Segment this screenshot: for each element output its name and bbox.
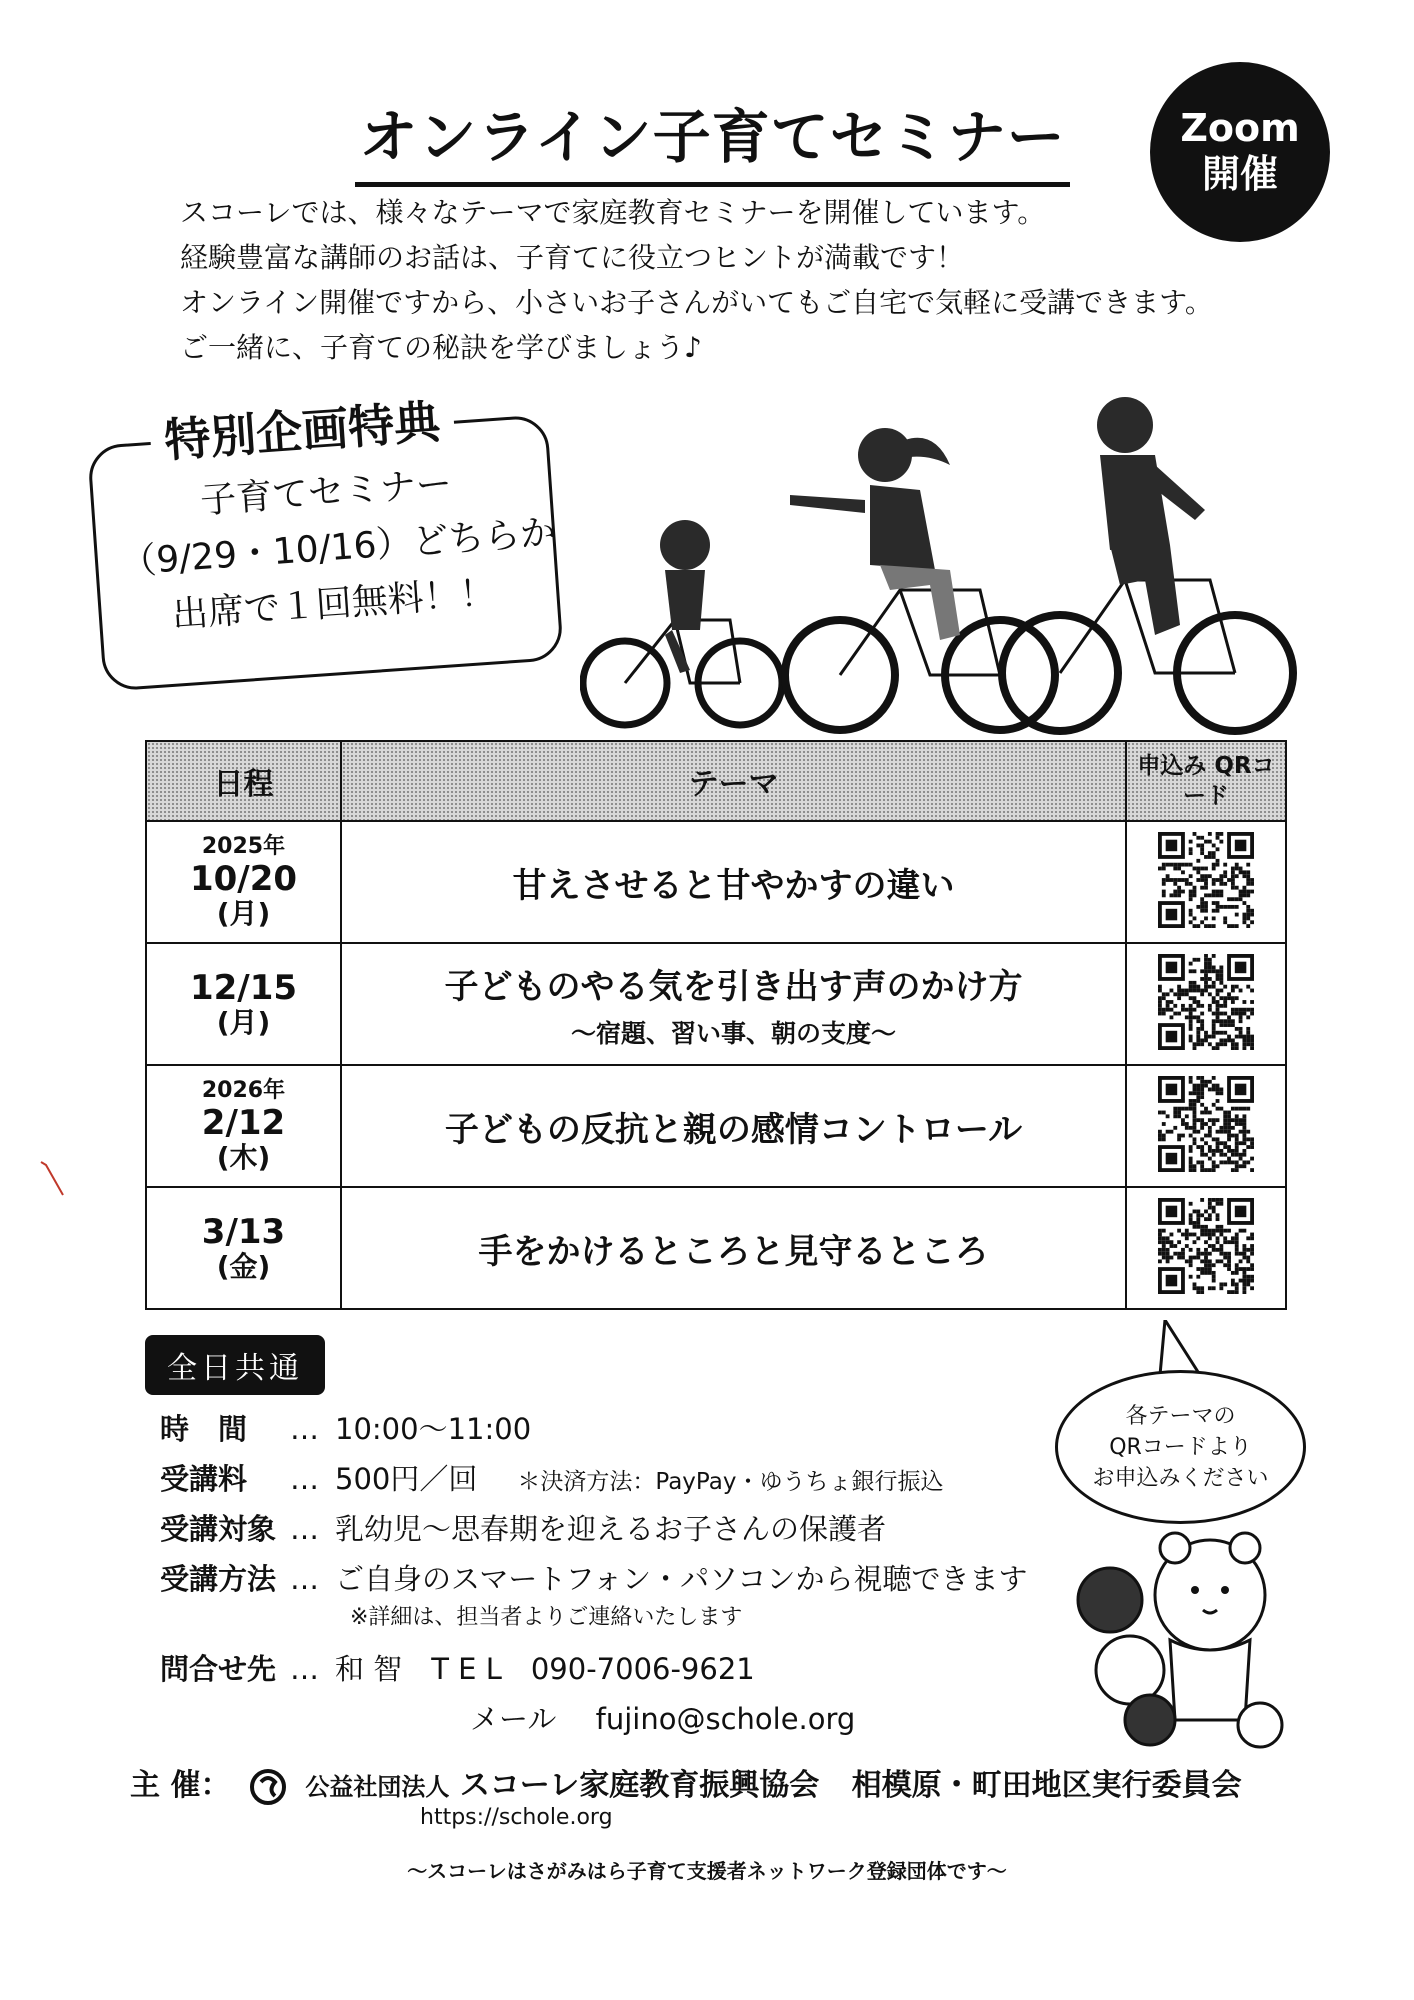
common-info-label: 全日共通 <box>145 1335 325 1395</box>
zoom-badge-line2: 開催 <box>1201 152 1278 196</box>
qr-code-icon[interactable] <box>1158 1076 1254 1172</box>
date-cell <box>146 1187 341 1309</box>
date-cell <box>146 943 341 1065</box>
schedule-table <box>145 740 1287 1310</box>
info-row-target <box>160 1507 886 1548</box>
method-note: ※詳細は、担当者よりご連絡いたします <box>350 1605 743 1630</box>
info-dots: … <box>290 1652 319 1686</box>
mail-link[interactable]: fujino@schole.org <box>595 1702 856 1736</box>
qr-cell <box>1126 1187 1286 1309</box>
theme-title: 子どものやる気を引き出す声のかけ方 <box>444 966 1023 1007</box>
theme-cell <box>341 1065 1126 1187</box>
bear-with-apples-illustration <box>1075 1520 1305 1750</box>
info-dots: … <box>290 1412 319 1446</box>
qr-instruction-bubble <box>1055 1370 1306 1524</box>
page-title: オンライン子育てセミナー <box>355 90 1070 187</box>
date-md: 12/15 <box>189 968 298 1008</box>
info-row-contact <box>160 1647 755 1688</box>
qr-cell <box>1126 821 1286 943</box>
zoom-badge-line1: Zoom <box>1180 106 1300 151</box>
date-dow: (木) <box>216 1141 271 1174</box>
theme-cell <box>341 821 1126 943</box>
theme-title: 手をかけるところと見守るところ <box>478 1231 989 1272</box>
header-qr: 申込み QRコード <box>1126 741 1286 821</box>
info-row-mail <box>470 1697 855 1738</box>
theme-title: 甘えさせると甘やかすの違い <box>512 865 955 906</box>
info-value: 乳幼児～思春期を迎えるお子さんの保護者 <box>335 1512 887 1546</box>
info-value: ご自身のスマートフォン・パソコンから視聴できます <box>335 1562 1028 1596</box>
date-dow: (金) <box>216 1250 271 1283</box>
intro-line: ご一緒に、子育ての秘訣を学びましょう♪ <box>180 331 702 364</box>
intro-line: スコーレでは、様々なテーマで家庭教育セミナーを開催しています。 <box>180 196 1046 229</box>
info-key: 問合せ先 <box>160 1652 277 1686</box>
info-value: 10:00～11:00 <box>335 1412 532 1446</box>
date-md: 10/20 <box>189 859 298 899</box>
info-key: 受講料 <box>160 1462 248 1496</box>
contact-phone: 和 智 T E L 090-7006-9621 <box>335 1652 755 1686</box>
pen-mark <box>38 1160 68 1200</box>
info-row-method <box>160 1557 1028 1598</box>
intro-line: 経験豊富な講師のお話は、子育てに役立つヒントが満載です！ <box>180 241 965 274</box>
table-header-row <box>146 741 1286 821</box>
bubble-line: お申込みください <box>1092 1465 1269 1491</box>
org-type: 公益社団法人 <box>305 1773 450 1801</box>
date-md: 3/13 <box>201 1212 286 1252</box>
org-name: スコーレ家庭教育振興協会 <box>459 1768 820 1803</box>
info-row-fee <box>160 1457 943 1498</box>
info-key: 受講対象 <box>160 1512 277 1546</box>
sponsor-url-link[interactable]: https://schole.org <box>420 1805 613 1830</box>
bubble-line: 各テーマの <box>1125 1403 1236 1429</box>
special-offer-line: （9/29・10/16）どちらか <box>119 512 558 584</box>
info-dots: … <box>290 1562 319 1596</box>
bubble-line: QRコードより <box>1109 1434 1252 1460</box>
qr-code-icon[interactable] <box>1158 832 1254 928</box>
committee-name: 相模原・町田地区実行委員会 <box>851 1768 1242 1803</box>
theme-subtitle: ～宿題、習い事、朝の支度～ <box>570 1018 896 1048</box>
header-theme: テーマ <box>341 741 1126 821</box>
qr-cell <box>1126 943 1286 1065</box>
theme-title: 子どもの反抗と親の感情コントロール <box>444 1109 1023 1150</box>
footer-note: ～スコーレはさがみはら子育て支援者ネットワーク登録団体です～ <box>407 1859 1007 1883</box>
sponsor-line <box>130 1760 1330 1806</box>
qr-code-icon[interactable] <box>1158 954 1254 1050</box>
info-row-time <box>160 1407 531 1448</box>
date-dow: (月) <box>216 1006 271 1039</box>
date-year: 2025年 <box>201 834 286 859</box>
info-dots: … <box>290 1462 319 1496</box>
table-row <box>146 943 1286 1065</box>
payment-note: ＊決済方法：PayPay・ゆうちょ銀行振込 <box>517 1469 944 1495</box>
header-date: 日程 <box>146 741 341 821</box>
table-row <box>146 1065 1286 1187</box>
special-offer-text <box>115 451 558 648</box>
date-cell <box>146 821 341 943</box>
special-offer-line: 子育てセミナー <box>198 463 454 522</box>
sponsor-label: 主 催： <box>130 1768 231 1803</box>
info-value: 500円／回 <box>335 1462 478 1496</box>
intro-line: オンライン開催ですから、小さいお子さんがいてもご自宅で気軽に受講できます。 <box>180 286 1213 319</box>
table-row <box>146 821 1286 943</box>
mail-label: メール <box>470 1702 557 1736</box>
date-cell <box>146 1065 341 1187</box>
special-offer-title: 特別企画特典 <box>148 384 456 471</box>
schole-logo-icon <box>249 1768 287 1806</box>
theme-cell <box>341 1187 1126 1309</box>
qr-cell <box>1126 1065 1286 1187</box>
qr-code-icon[interactable] <box>1158 1198 1254 1294</box>
family-bicycles-illustration <box>580 395 1320 740</box>
date-dow: (月) <box>216 897 271 930</box>
table-row <box>146 1187 1286 1309</box>
special-offer-line: 出席で１回無料！！ <box>170 572 497 637</box>
intro-text <box>180 190 1290 370</box>
theme-cell <box>341 943 1126 1065</box>
info-key: 受講方法 <box>160 1562 277 1596</box>
info-dots: … <box>290 1512 319 1546</box>
date-year: 2026年 <box>201 1078 286 1103</box>
date-md: 2/12 <box>201 1103 286 1143</box>
info-key: 時 間 <box>160 1412 248 1446</box>
